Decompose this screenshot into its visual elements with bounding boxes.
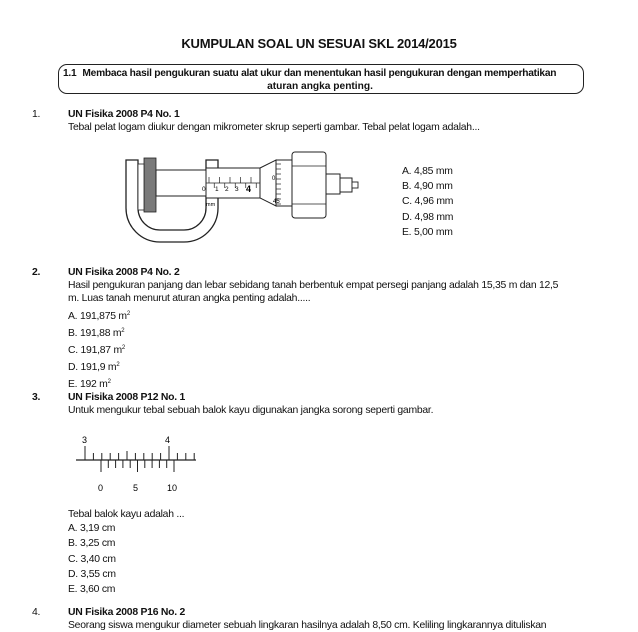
option-d[interactable]: D. 191,9 $m^2$ — [68, 362, 120, 374]
barrel — [292, 152, 326, 218]
question-text-line2: m. Luas tanah menurut aturan angka penting adalah..... — [68, 293, 311, 305]
ratchet-knob — [340, 178, 352, 192]
vernier-scale-ticks — [101, 460, 174, 472]
option-a[interactable]: A. 3,19 cm — [68, 523, 116, 535]
ratchet-cap — [352, 182, 358, 188]
main-scale-label: 1 — [215, 186, 219, 193]
anvil — [138, 164, 144, 210]
question-after-text: Tebal balok kayu adalah ... — [68, 509, 185, 520]
question-source: UN Fisika 2008 P4 No. 2 — [68, 267, 180, 278]
unit-label: mm — [206, 202, 216, 208]
option-c[interactable]: C. 191,87 $m^2$ — [68, 345, 125, 357]
question-source: UN Fisika 2008 P12 No. 1 — [68, 392, 186, 403]
question-text: Seorang siswa mengukur diameter sebuah lingkaran hasilnya adalah 8,50 cm. Keliling lingkarannya dituliskan — [68, 620, 547, 632]
vernier-label: 10 — [167, 483, 178, 493]
option-b[interactable]: B. 4,90 mm — [402, 181, 453, 193]
question-text: Untuk mengukur tebal sebuah balok kayu digunakan jangka sorong seperti gambar. — [68, 405, 434, 417]
question-source: UN Fisika 2008 P16 No. 2 — [68, 607, 186, 618]
section-heading-line1: Membaca hasil pengukuran suatu alat ukur dan menentukan hasil pengukuran dengan memperhatikan — [82, 68, 557, 79]
main-scale-ticks — [85, 446, 194, 460]
spindle — [156, 170, 206, 196]
ratchet — [326, 174, 340, 194]
document-title: KUMPULAN SOAL UN SESUAI SKL 2014/2015 — [181, 36, 457, 51]
metal-plate — [144, 158, 156, 212]
micrometer-figure — [118, 148, 378, 252]
question-1-options — [402, 164, 453, 240]
option-d[interactable]: D. 4,98 mm — [402, 211, 454, 223]
main-scale-label: 3 — [235, 186, 239, 193]
option-b[interactable]: B. 191,88 $m^2$ — [68, 327, 125, 339]
option-d[interactable]: D. 3,55 cm — [68, 568, 116, 580]
option-e[interactable]: E. 3,60 cm — [68, 584, 116, 596]
main-scale-label: 2 — [225, 186, 229, 193]
thimble-label: 45 — [273, 199, 280, 205]
question-number: 4. — [32, 607, 41, 618]
option-c[interactable]: C. 4,96 mm — [402, 196, 454, 208]
question-number: 3. — [32, 392, 41, 403]
option-b[interactable]: B. 3,25 cm — [68, 538, 116, 550]
question-text-line1: Hasil pengukuran panjang dan lebar sebidang tanah berbentuk empat persegi panjang adalah 15,35 m dan 12,5 — [68, 280, 559, 292]
thimble-label: 0 — [272, 176, 276, 182]
option-a[interactable]: A. 4,85 mm — [402, 166, 453, 177]
section-number: 1.1 — [63, 68, 77, 79]
question-text: Tebal pelat logam diukur dengan mikrometer skrup seperti gambar. Tebal pelat logam adalah... — [68, 122, 480, 134]
section-heading-line2: aturan angka penting. — [267, 81, 373, 92]
main-scale-label: 4 — [165, 435, 171, 445]
option-e[interactable]: E. 192 $m^2$ — [68, 379, 111, 391]
main-scale-label: 0 — [202, 186, 206, 193]
question-number: 2. — [32, 267, 41, 278]
vernier-caliper-figure — [74, 432, 204, 496]
question-3-after — [68, 508, 628, 597]
vernier-label: 5 — [133, 483, 139, 493]
question-number: 1. — [32, 109, 41, 120]
option-a[interactable]: A. 191,875 $m^2$ — [68, 310, 130, 322]
main-scale-label: 3 — [82, 435, 88, 445]
option-c[interactable]: C. 3,40 cm — [68, 553, 116, 565]
main-scale-label: 4 — [246, 184, 252, 194]
vernier-label: 0 — [98, 483, 104, 493]
option-e[interactable]: E. 5,00 mm — [402, 226, 453, 238]
question-source: UN Fisika 2008 P4 No. 1 — [68, 109, 180, 120]
section-box — [58, 64, 584, 94]
